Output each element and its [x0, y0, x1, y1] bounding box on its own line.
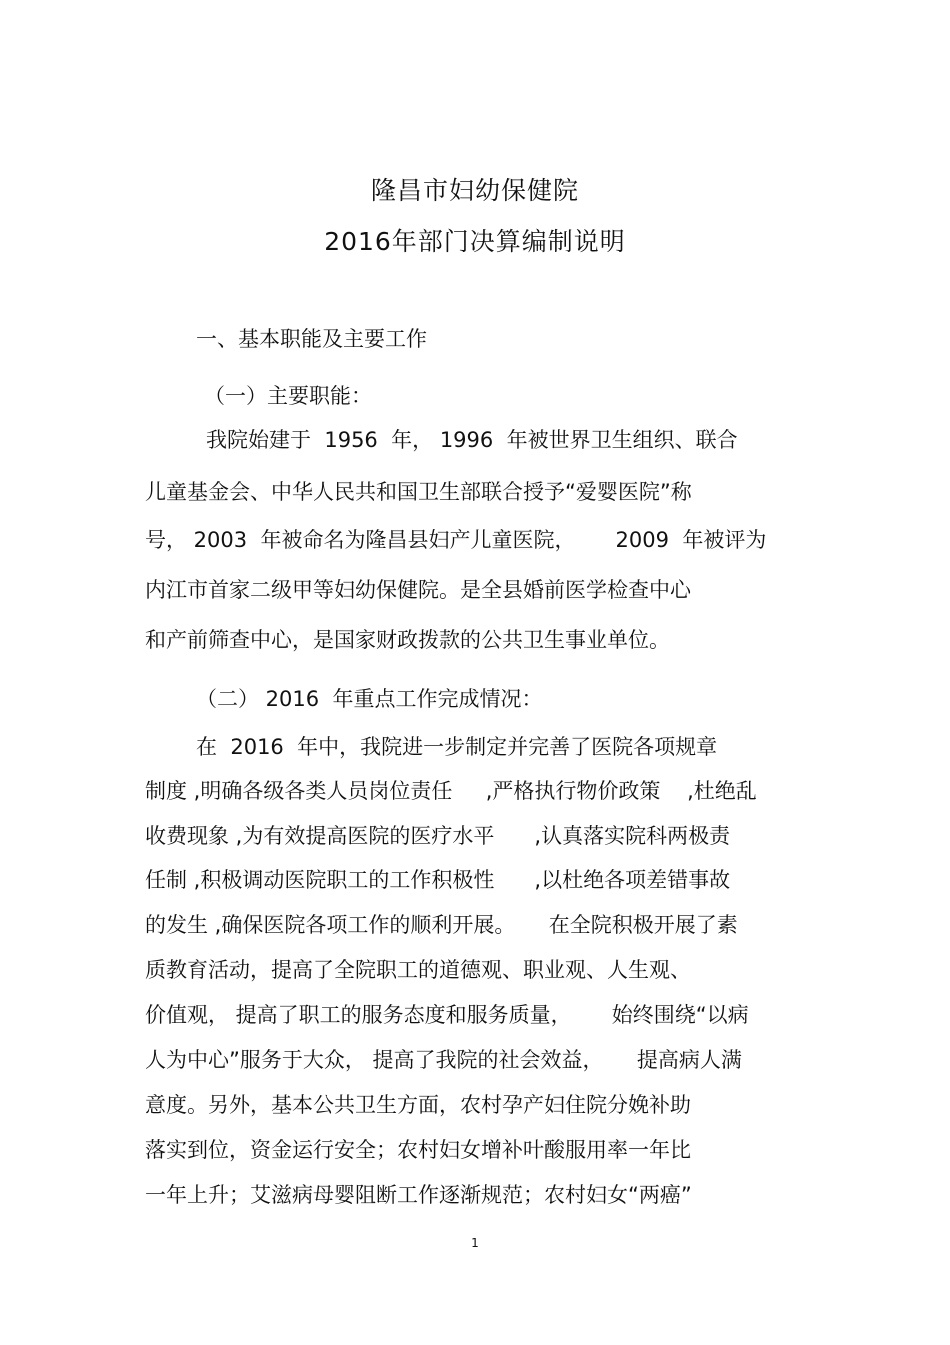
document-title-line2: 2016年部门决算编制说明 — [324, 227, 626, 256]
paragraph-line: 任制 ,积极调动医院职工的工作积极性 ,以杜绝各项差错事故 — [145, 868, 731, 892]
subsection-heading-functions: （一）主要职能： — [204, 384, 372, 408]
paragraph-line: 的发生 ,确保医院各项工作的顺利开展。 在全院积极开展了素 — [145, 913, 738, 937]
paragraph-line: 人为中心”服务于大众， 提高了我院的社会效益， 提高病人满 — [145, 1048, 742, 1072]
paragraph-line: 质教育活动，提高了全院职工的道德观、职业观、人生观、 — [145, 958, 691, 982]
paragraph-line: 在 2016 年中，我院进一步制定并完善了医院各项规章 — [196, 735, 718, 759]
page-number: 1 — [471, 1236, 479, 1250]
paragraph-line: 儿童基金会、中华人民共和国卫生部联合授予“爱婴医院”称 — [145, 480, 692, 504]
paragraph-line: 我院始建于 1956 年， 1996 年被世界卫生组织、联合 — [206, 428, 738, 452]
section-heading: 一、基本职能及主要工作 — [196, 327, 427, 351]
paragraph-line: 价值观， 提高了职工的服务态度和服务质量， 始终围绕“以病 — [145, 1003, 749, 1027]
paragraph-line: 内江市首家二级甲等妇幼保健院。是全县婚前医学检查中心 — [145, 578, 691, 602]
paragraph-line: 收费现象 ,为有效提高医院的医疗水平 ,认真落实院科两极责 — [145, 824, 731, 848]
paragraph-line: 号， 2003 年被命名为隆昌县妇产儿童医院， 2009 年被评为 — [145, 528, 767, 552]
subsection-heading-work: （二） 2016 年重点工作完成情况： — [196, 687, 543, 711]
paragraph-line: 意度。另外，基本公共卫生方面，农村孕产妇住院分娩补助 — [145, 1093, 691, 1117]
paragraph-line: 落实到位，资金运行安全；农村妇女增补叶酸服用率一年比 — [145, 1138, 691, 1162]
paragraph-line: 和产前筛查中心，是国家财政拨款的公共卫生事业单位。 — [145, 628, 670, 652]
paragraph-line: 一年上升；艾滋病母婴阻断工作逐渐规范；农村妇女“两癌” — [145, 1183, 692, 1207]
paragraph-line: 制度 ,明确各级各类人员岗位责任 ,严格执行物价政策 ,杜绝乱 — [145, 779, 757, 803]
document-title-line1: 隆昌市妇幼保健院 — [370, 176, 579, 205]
